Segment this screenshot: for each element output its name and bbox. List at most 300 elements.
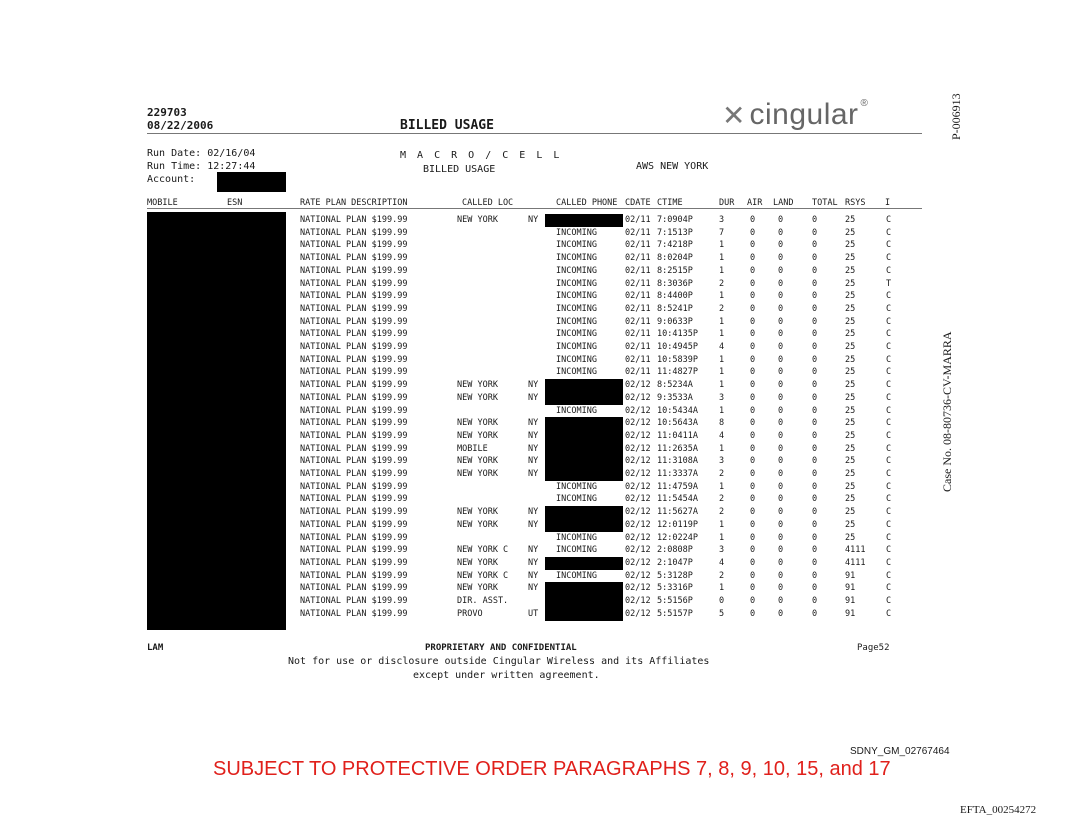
cell-called-phone: INCOMING: [556, 532, 597, 543]
cell-state: NY: [528, 443, 539, 454]
cell-total: 0: [812, 494, 818, 505]
cell-cdate: 02/11: [625, 303, 651, 314]
cell-cdate: 02/12: [625, 469, 651, 479]
cell-rsys: 25: [845, 430, 856, 441]
table-row: [0, 608, 1071, 621]
cell-indicator: C: [886, 392, 892, 403]
cell-rsys: 25: [845, 380, 856, 391]
cell-air: 0: [750, 342, 756, 352]
cell-dur: 4: [719, 430, 725, 441]
cell-dur: 2: [719, 494, 725, 505]
cell-rate-plan: NATIONAL PLAN $199.99: [300, 570, 408, 581]
cell-called-loc: NEW YORK: [457, 557, 498, 568]
cell-indicator: C: [886, 342, 892, 352]
cell-called-phone: INCOMING: [556, 342, 597, 352]
cell-called-loc: NEW YORK: [457, 392, 498, 403]
cell-ctime: 7:4218P: [657, 240, 693, 251]
cell-indicator: C: [886, 303, 892, 314]
cell-rate-plan: NATIONAL PLAN $199.99: [300, 456, 408, 467]
cell-indicator: C: [886, 507, 892, 518]
cell-ctime: 11:5454A: [657, 494, 698, 505]
footer-initials: LAM: [147, 643, 164, 653]
cell-rsys: 25: [845, 367, 856, 378]
called-phone-redaction: [545, 417, 623, 430]
cell-rate-plan: NATIONAL PLAN $199.99: [300, 329, 408, 340]
cell-ctime: 8:5234A: [657, 380, 693, 391]
cell-land: 0: [778, 430, 784, 441]
cell-total: 0: [812, 392, 818, 403]
cell-rsys: 25: [845, 469, 856, 479]
cell-rate-plan: NATIONAL PLAN $199.99: [300, 265, 408, 276]
cell-rsys: 25: [845, 507, 856, 518]
cell-total: 0: [812, 380, 818, 391]
cell-state: NY: [528, 557, 539, 568]
cell-dur: 1: [719, 265, 725, 276]
cell-indicator: C: [886, 557, 892, 568]
cell-air: 0: [750, 392, 756, 403]
cell-rate-plan: NATIONAL PLAN $199.99: [300, 443, 408, 454]
table-row: [0, 303, 1071, 316]
table-row: [0, 227, 1071, 240]
cell-indicator: C: [886, 443, 892, 454]
cell-dur: 0: [719, 596, 725, 606]
cell-rsys: 25: [845, 392, 856, 403]
cell-air: 0: [750, 545, 756, 556]
cell-indicator: C: [886, 430, 892, 441]
cell-called-loc: DIR. ASST.: [457, 596, 509, 606]
cell-cdate: 02/12: [625, 570, 651, 581]
cell-rsys: 25: [845, 354, 856, 365]
cell-called-phone: INCOMING: [556, 405, 597, 416]
cell-land: 0: [778, 380, 784, 391]
cell-cdate: 02/12: [625, 596, 651, 606]
col-header-mobile: MOBILE: [147, 198, 178, 208]
cell-indicator: C: [886, 265, 892, 276]
cell-indicator: C: [886, 481, 892, 492]
cell-total: 0: [812, 583, 818, 594]
table-row: [0, 214, 1071, 227]
cell-cdate: 02/11: [625, 240, 651, 251]
footer-disclosure-line: Not for use or disclosure outside Cingular Wireless and its Affiliates: [288, 656, 710, 667]
table-row: [0, 506, 1071, 519]
cell-rate-plan: NATIONAL PLAN $199.99: [300, 392, 408, 403]
cell-air: 0: [750, 418, 756, 429]
called-phone-redaction: [545, 506, 623, 519]
cell-state: NY: [528, 507, 539, 518]
cell-called-loc: NEW YORK C: [457, 545, 509, 556]
col-header-total: TOTAL: [812, 198, 838, 208]
cell-called-loc: MOBILE: [457, 443, 488, 454]
cell-rate-plan: NATIONAL PLAN $199.99: [300, 469, 408, 479]
cell-indicator: C: [886, 608, 892, 619]
col-header-dur: DUR: [719, 198, 735, 208]
cell-land: 0: [778, 481, 784, 492]
cell-cdate: 02/11: [625, 265, 651, 276]
col-header-rsys: RSYS: [845, 198, 866, 208]
called-phone-redaction: [545, 608, 623, 621]
cell-ctime: 11:2635A: [657, 443, 698, 454]
col-header-called-phone: CALLED PHONE: [556, 198, 618, 208]
cell-indicator: C: [886, 456, 892, 467]
case-number: Case No. 08-80736-CV-MARRA: [940, 331, 954, 492]
table-row: [0, 328, 1071, 341]
cell-air: 0: [750, 265, 756, 276]
cell-indicator: C: [886, 354, 892, 365]
cell-ctime: 11:0411A: [657, 430, 698, 441]
cell-air: 0: [750, 532, 756, 543]
col-header-called-loc: CALLED LOC: [462, 198, 514, 208]
page-title: BILLED USAGE: [400, 118, 494, 133]
table-row: [0, 316, 1071, 329]
cell-cdate: 02/12: [625, 494, 651, 505]
cell-state: NY: [528, 519, 539, 530]
cell-called-phone: INCOMING: [556, 545, 597, 556]
cell-rsys: 25: [845, 265, 856, 276]
cell-indicator: C: [886, 545, 892, 556]
cell-ctime: 8:0204P: [657, 253, 693, 264]
cell-ctime: 7:0904P: [657, 215, 693, 225]
cell-indicator: C: [886, 418, 892, 429]
cell-called-phone: INCOMING: [556, 570, 597, 581]
cell-dur: 1: [719, 291, 725, 302]
cell-rsys: 25: [845, 481, 856, 492]
cell-air: 0: [750, 443, 756, 454]
cell-total: 0: [812, 291, 818, 302]
cell-rate-plan: NATIONAL PLAN $199.99: [300, 253, 408, 264]
cell-land: 0: [778, 557, 784, 568]
cell-rsys: 25: [845, 443, 856, 454]
cell-ctime: 8:3036P: [657, 278, 693, 289]
cell-cdate: 02/12: [625, 519, 651, 530]
cell-cdate: 02/12: [625, 405, 651, 416]
cell-state: NY: [528, 456, 539, 467]
table-row: [0, 265, 1071, 278]
cell-indicator: C: [886, 519, 892, 530]
run-date-value: 02/16/04: [207, 148, 256, 159]
cell-rsys: 4111: [845, 545, 866, 556]
table-row: [0, 252, 1071, 265]
cell-air: 0: [750, 240, 756, 251]
cell-air: 0: [750, 329, 756, 340]
table-row: [0, 290, 1071, 303]
cell-land: 0: [778, 405, 784, 416]
cell-rsys: 25: [845, 316, 856, 327]
cell-called-phone: INCOMING: [556, 367, 597, 378]
cell-indicator: C: [886, 405, 892, 416]
cell-land: 0: [778, 507, 784, 518]
cell-ctime: 10:4135P: [657, 329, 698, 340]
cell-land: 0: [778, 303, 784, 314]
document-date: 08/22/2006: [147, 119, 214, 132]
cell-called-phone: INCOMING: [556, 240, 597, 251]
macro-cell-label: M A C R O / C E L L: [400, 150, 562, 161]
cell-rate-plan: NATIONAL PLAN $199.99: [300, 608, 408, 619]
cell-dur: 1: [719, 380, 725, 391]
cell-dur: 3: [719, 392, 725, 403]
cell-indicator: C: [886, 215, 892, 225]
cell-cdate: 02/12: [625, 545, 651, 556]
cell-air: 0: [750, 253, 756, 264]
cell-cdate: 02/12: [625, 430, 651, 441]
cell-ctime: 11:3108A: [657, 456, 698, 467]
called-phone-redaction: [545, 455, 623, 468]
cell-total: 0: [812, 215, 818, 225]
cell-rate-plan: NATIONAL PLAN $199.99: [300, 519, 408, 530]
cell-ctime: 8:2515P: [657, 265, 693, 276]
cell-total: 0: [812, 545, 818, 556]
cell-land: 0: [778, 608, 784, 619]
cell-indicator: C: [886, 570, 892, 581]
cell-rsys: 25: [845, 240, 856, 251]
cell-rate-plan: NATIONAL PLAN $199.99: [300, 507, 408, 518]
cell-air: 0: [750, 380, 756, 391]
cell-called-loc: NEW YORK: [457, 456, 498, 467]
cingular-jack-icon: ✕: [722, 99, 746, 131]
cell-ctime: 12:0119P: [657, 519, 698, 530]
cell-rate-plan: NATIONAL PLAN $199.99: [300, 532, 408, 543]
called-phone-redaction: [545, 379, 623, 392]
cell-called-loc: NEW YORK: [457, 430, 498, 441]
cell-indicator: C: [886, 253, 892, 264]
cell-cdate: 02/11: [625, 291, 651, 302]
table-row: [0, 557, 1071, 570]
cell-rate-plan: NATIONAL PLAN $199.99: [300, 303, 408, 314]
cell-total: 0: [812, 303, 818, 314]
cell-rsys: 91: [845, 583, 856, 594]
cell-dur: 1: [719, 519, 725, 530]
cell-dur: 2: [719, 570, 725, 581]
cell-air: 0: [750, 278, 756, 289]
cell-rate-plan: NATIONAL PLAN $199.99: [300, 545, 408, 556]
cell-rsys: 25: [845, 303, 856, 314]
cell-ctime: 5:5156P: [657, 596, 693, 606]
cell-called-phone: INCOMING: [556, 354, 597, 365]
called-phone-redaction: [545, 443, 623, 456]
cell-dur: 1: [719, 240, 725, 251]
cell-cdate: 02/11: [625, 354, 651, 365]
cell-ctime: 10:5839P: [657, 354, 698, 365]
cell-dur: 1: [719, 316, 725, 327]
cell-ctime: 9:3533A: [657, 392, 693, 403]
cell-cdate: 02/12: [625, 608, 651, 619]
cell-rsys: 25: [845, 227, 856, 238]
cell-cdate: 02/11: [625, 278, 651, 289]
col-header-i: I: [885, 198, 891, 208]
col-header-air: AIR: [747, 198, 763, 208]
table-row: [0, 417, 1071, 430]
cell-called-loc: PROVO: [457, 608, 483, 619]
cell-called-loc: NEW YORK: [457, 215, 498, 225]
cell-total: 0: [812, 316, 818, 327]
col-header-rate-plan: RATE PLAN DESCRIPTION: [300, 198, 408, 208]
cell-dur: 4: [719, 342, 725, 352]
cell-dur: 1: [719, 532, 725, 543]
cell-ctime: 2:0808P: [657, 545, 693, 556]
cell-ctime: 11:5627A: [657, 507, 698, 518]
cell-ctime: 2:1047P: [657, 557, 693, 568]
cell-indicator: C: [886, 367, 892, 378]
cell-total: 0: [812, 430, 818, 441]
cell-called-loc: NEW YORK: [457, 519, 498, 530]
called-phone-redaction: [545, 430, 623, 443]
cell-rate-plan: NATIONAL PLAN $199.99: [300, 418, 408, 429]
cell-called-loc: NEW YORK: [457, 418, 498, 429]
cell-indicator: T: [886, 278, 892, 289]
cell-ctime: 5:3316P: [657, 583, 693, 594]
cell-air: 0: [750, 494, 756, 505]
cell-dur: 2: [719, 507, 725, 518]
cell-total: 0: [812, 418, 818, 429]
cell-rate-plan: NATIONAL PLAN $199.99: [300, 227, 408, 238]
protective-order-notice: SUBJECT TO PROTECTIVE ORDER PARAGRAPHS 7, 8, 9, 10, 15, and 17: [213, 758, 891, 780]
cell-state: NY: [528, 215, 539, 225]
page-number: Page52: [857, 643, 890, 653]
cell-land: 0: [778, 227, 784, 238]
cell-air: 0: [750, 507, 756, 518]
cell-dur: 1: [719, 405, 725, 416]
cell-called-loc: NEW YORK: [457, 583, 498, 594]
cell-rate-plan: NATIONAL PLAN $199.99: [300, 380, 408, 391]
cell-cdate: 02/11: [625, 215, 651, 225]
cell-ctime: 5:5157P: [657, 608, 693, 619]
cell-rate-plan: NATIONAL PLAN $199.99: [300, 367, 408, 378]
cell-air: 0: [750, 316, 756, 327]
cell-total: 0: [812, 265, 818, 276]
cell-land: 0: [778, 570, 784, 581]
cell-rsys: 25: [845, 278, 856, 289]
called-phone-redaction: [545, 519, 623, 532]
run-time-label: Run Time:: [147, 161, 202, 172]
cell-total: 0: [812, 456, 818, 467]
cell-total: 0: [812, 519, 818, 530]
cell-dur: 1: [719, 583, 725, 594]
cell-dur: 8: [719, 418, 725, 429]
cell-air: 0: [750, 303, 756, 314]
cell-air: 0: [750, 481, 756, 492]
cell-rsys: 25: [845, 418, 856, 429]
cell-total: 0: [812, 469, 818, 479]
cell-air: 0: [750, 557, 756, 568]
cell-cdate: 02/12: [625, 443, 651, 454]
cell-total: 0: [812, 240, 818, 251]
cell-state: NY: [528, 545, 539, 556]
cell-cdate: 02/12: [625, 456, 651, 467]
cell-rate-plan: NATIONAL PLAN $199.99: [300, 481, 408, 492]
table-row: [0, 392, 1071, 405]
cell-air: 0: [750, 608, 756, 619]
cell-dur: 3: [719, 215, 725, 225]
footer-confidential: PROPRIETARY AND CONFIDENTIAL: [425, 643, 577, 653]
account-label: Account:: [147, 174, 196, 185]
cell-ctime: 11:3337A: [657, 469, 698, 479]
cell-cdate: 02/11: [625, 253, 651, 264]
cell-called-loc: NEW YORK: [457, 469, 498, 479]
cell-ctime: 10:4945P: [657, 342, 698, 352]
cell-dur: 1: [719, 367, 725, 378]
cell-air: 0: [750, 291, 756, 302]
cell-air: 0: [750, 215, 756, 225]
cell-air: 0: [750, 354, 756, 365]
cell-dur: 1: [719, 481, 725, 492]
cell-land: 0: [778, 596, 784, 606]
cell-ctime: 10:5434A: [657, 405, 698, 416]
cell-land: 0: [778, 342, 784, 352]
col-header-cdate: CDATE: [625, 198, 651, 208]
cell-state: NY: [528, 469, 539, 479]
cell-cdate: 02/11: [625, 367, 651, 378]
market-label: AWS NEW YORK: [636, 161, 709, 172]
cell-total: 0: [812, 481, 818, 492]
cell-ctime: 5:3128P: [657, 570, 693, 581]
cell-indicator: C: [886, 469, 892, 479]
cell-cdate: 02/12: [625, 380, 651, 391]
cell-cdate: 02/11: [625, 316, 651, 327]
cell-called-phone: INCOMING: [556, 329, 597, 340]
cell-air: 0: [750, 519, 756, 530]
table-row: [0, 341, 1071, 354]
cell-dur: 2: [719, 303, 725, 314]
cell-indicator: C: [886, 291, 892, 302]
cell-cdate: 02/12: [625, 507, 651, 518]
cell-air: 0: [750, 367, 756, 378]
cell-state: UT: [528, 608, 539, 619]
cell-air: 0: [750, 570, 756, 581]
cell-land: 0: [778, 253, 784, 264]
cell-rsys: 25: [845, 329, 856, 340]
cell-state: NY: [528, 380, 539, 391]
cell-rsys: 91: [845, 608, 856, 619]
cell-indicator: C: [886, 240, 892, 251]
cell-cdate: 02/12: [625, 481, 651, 492]
cell-rsys: 25: [845, 291, 856, 302]
billed-usage-sublabel: BILLED USAGE: [423, 164, 496, 175]
col-header-land: LAND: [773, 198, 794, 208]
cell-rsys: 25: [845, 342, 856, 352]
cell-dur: 4: [719, 557, 725, 568]
cell-land: 0: [778, 278, 784, 289]
table-row: [0, 544, 1071, 557]
cell-state: NY: [528, 570, 539, 581]
cell-called-phone: INCOMING: [556, 253, 597, 264]
cell-rate-plan: NATIONAL PLAN $199.99: [300, 316, 408, 327]
cell-land: 0: [778, 265, 784, 276]
called-phone-redaction: [545, 595, 623, 608]
table-row: [0, 532, 1071, 545]
cell-land: 0: [778, 240, 784, 251]
cell-total: 0: [812, 278, 818, 289]
cell-called-loc: NEW YORK: [457, 380, 498, 391]
cell-total: 0: [812, 354, 818, 365]
col-header-esn: ESN: [227, 198, 243, 208]
cell-land: 0: [778, 494, 784, 505]
cell-rsys: 91: [845, 570, 856, 581]
cell-indicator: C: [886, 227, 892, 238]
cell-indicator: C: [886, 380, 892, 391]
cell-dur: 1: [719, 329, 725, 340]
called-phone-redaction: [545, 557, 623, 570]
trademark-mark: ®: [860, 97, 868, 109]
cell-air: 0: [750, 430, 756, 441]
cell-indicator: C: [886, 494, 892, 505]
called-phone-redaction: [545, 392, 623, 405]
cell-indicator: C: [886, 316, 892, 327]
cell-air: 0: [750, 469, 756, 479]
cell-rsys: 4111: [845, 557, 866, 568]
cell-ctime: 10:5643A: [657, 418, 698, 429]
table-row: [0, 493, 1071, 506]
cell-rsys: 25: [845, 494, 856, 505]
cell-called-phone: INCOMING: [556, 494, 597, 505]
